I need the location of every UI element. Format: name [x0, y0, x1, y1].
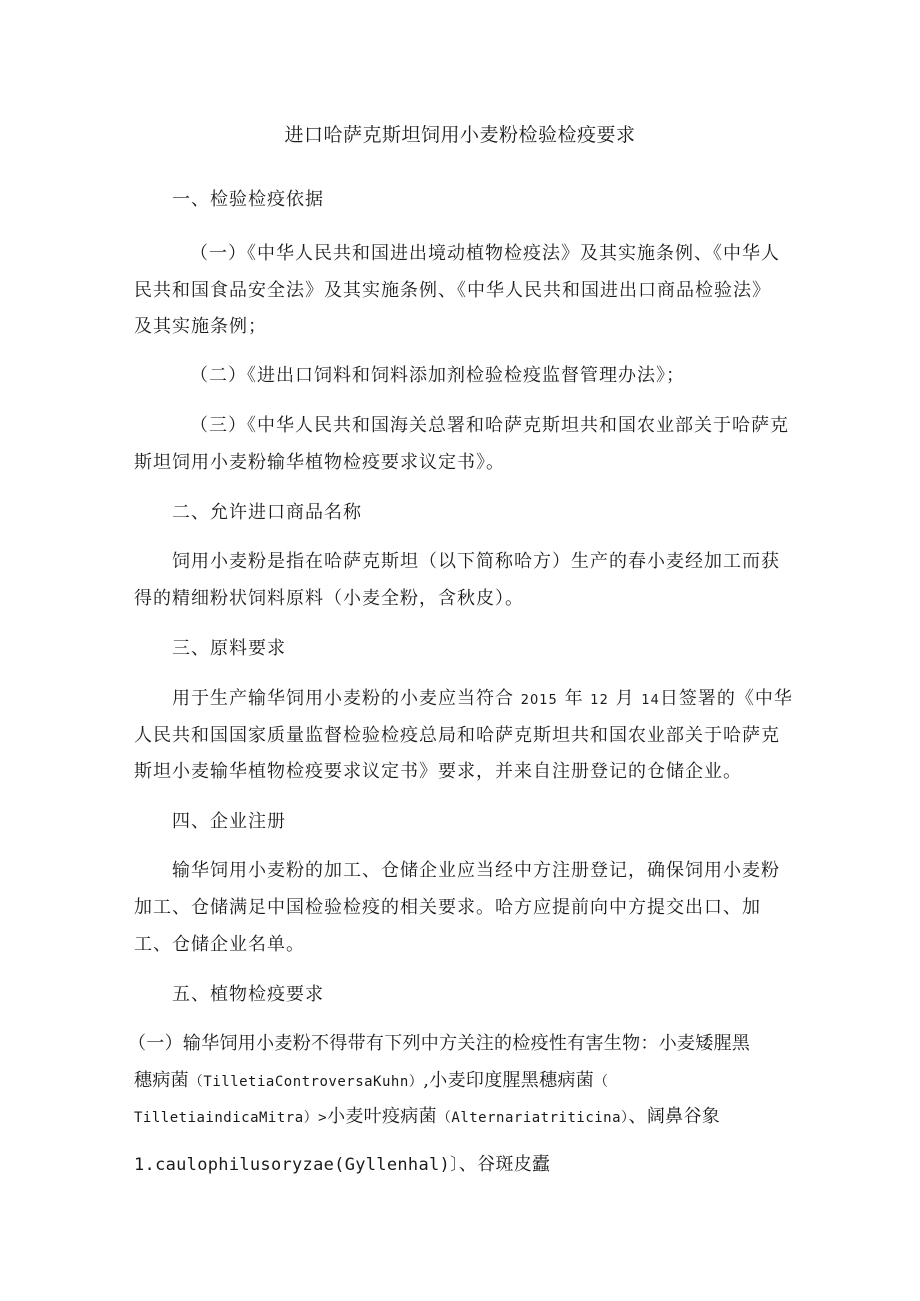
section-2-para-line-2: 得的精细粉状饲料原料（小麦全粉，含秋皮）。: [134, 588, 524, 609]
section-3-month: 12: [590, 693, 609, 708]
section-5-para-line-2: [134, 1066, 609, 1092]
section-5-latin-tilletia-indica: TilletiaindicaMitra）>: [134, 1110, 328, 1126]
section-3-day: 14: [641, 693, 660, 708]
section-5-latin-caulophilus: 1.caulophilusoryzae(Gyllenhal)〕: [134, 1155, 459, 1175]
section-5-line-2-text-a: 穗病菌: [134, 1070, 189, 1091]
section-3-text-c: 月: [615, 688, 635, 709]
section-4-para-line-3: 工、仓储企业名单。: [134, 934, 305, 955]
section-5-para-line-3: [134, 1102, 720, 1128]
section-5-para-line-4: [134, 1150, 550, 1176]
section-1-para-3-line-1: （三）《中华人民共和国海关总署和哈萨克斯坦共和国农业部关于哈萨克: [190, 415, 789, 436]
section-3-text-a: 用于生产输华饲用小麦粉的小麦应当符合: [172, 688, 514, 709]
section-3-text-b: 年: [564, 688, 584, 709]
section-5-line-2-paren: （: [594, 1074, 609, 1090]
section-2-para-line-1: 饲用小麦粉是指在哈萨克斯坦（以下简称哈方）生产的春小麦经加工而获: [172, 551, 780, 572]
section-5-line-4-text-b: 、谷斑皮蠹: [458, 1154, 551, 1175]
section-4-heading: 四、企业注册: [172, 811, 286, 832]
section-1-para-1-line-1: （一）《中华人民共和国进出境动植物检疫法》及其实施条例、《中华人: [190, 243, 780, 264]
section-3-heading: 三、原料要求: [172, 638, 286, 659]
section-5-line-3-text-b: 小麦叶疫病菌: [327, 1106, 437, 1127]
section-3-para-line-3: 斯坦小麦输华植物检疫要求议定书》要求，并来自注册登记的仓储企业。: [134, 761, 742, 782]
section-2-heading: 二、允许进口商品名称: [172, 502, 362, 523]
section-3-year: 2015: [520, 693, 558, 708]
section-1-para-1-line-2: 民共和国食品安全法》及其实施条例、《中华人民共和国进出口商品检验法》: [134, 280, 771, 301]
section-3-para-line-2: 人民共和国国家质量监督检验检疫总局和哈萨克斯坦共和国农业部关于哈萨克: [134, 725, 780, 746]
section-5-latin-alternaria: （Alternariatriticina）: [436, 1110, 629, 1126]
section-3-text-d: 日签署的《中华: [659, 688, 793, 709]
section-3-para-line-1: [172, 684, 793, 710]
section-5-heading: 五、植物检疫要求: [172, 984, 324, 1005]
document-title: 进口哈萨克斯坦饲用小麦粉检验检疫要求: [284, 124, 636, 146]
section-1-para-2: （二）《进出口饲料和饲料添加剂检验检疫监督管理办法》；: [190, 365, 685, 386]
section-5-line-2-text-c: ,小麦印度腥黑穗病菌: [423, 1070, 595, 1091]
section-5-para-line-1: （一）输华饲用小麦粉不得带有下列中方关注的检疫性有害生物：小麦矮腥黑: [128, 1033, 751, 1054]
section-1-heading: 一、检验检疫依据: [172, 189, 324, 210]
section-1-para-1-line-3: 及其实施条例；: [134, 316, 267, 337]
section-5-line-3-text-d: 、阔鼻谷象: [628, 1106, 721, 1127]
section-4-para-line-2: 加工、仓储满足中国检验检疫的相关要求。哈方应提前向中方提交出口、加: [134, 897, 761, 918]
section-4-para-line-1: 输华饲用小麦粉的加工、仓储企业应当经中方注册登记，确保饲用小麦粉: [172, 860, 780, 881]
section-5-latin-tilletia-controversa: （TilletiaControversaKuhn）: [188, 1074, 424, 1090]
section-1-para-3-line-2: 斯坦饲用小麦粉输华植物检疫要求议定书》。: [134, 452, 505, 473]
